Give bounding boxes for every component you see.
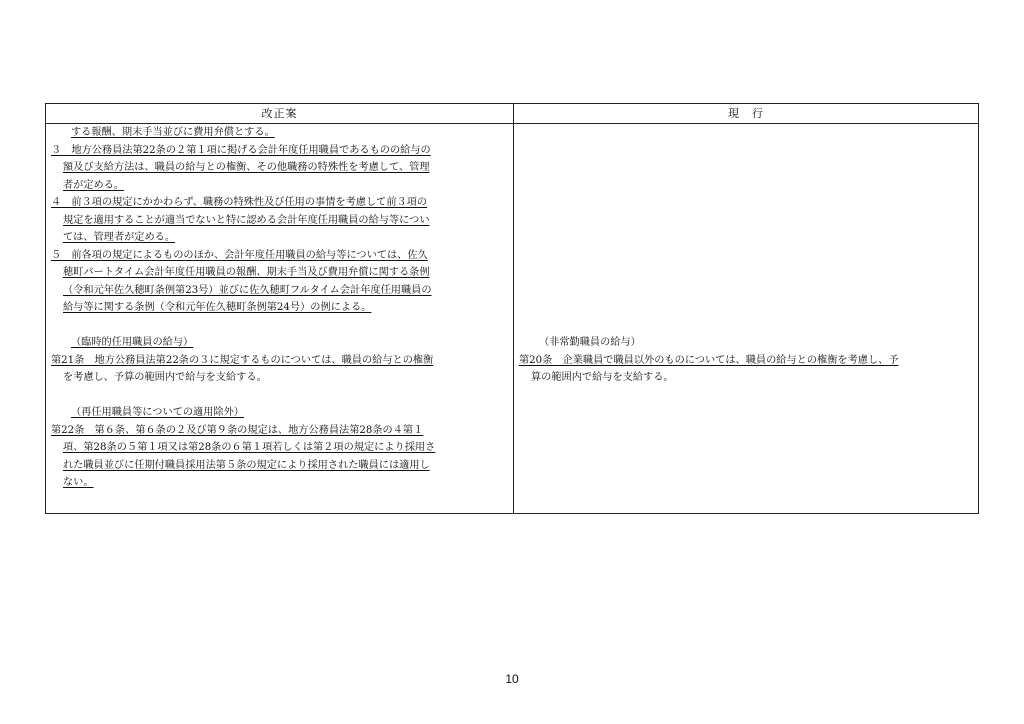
revised-column: [46, 104, 514, 513]
text-line-content: 第21条 地方公務員法第22条の３に規定するものについては、職員の給与との権衡: [51, 354, 434, 366]
text-line-content: 給与等に関する条例（令和元年佐久穂町条例第24号）の例による。: [63, 302, 372, 313]
text-line: [51, 229, 507, 247]
text-line: [51, 177, 507, 195]
text-line-content: ３ 地方公務員法第22条の２第１項に掲げる会計年度任用職員であるものの給与の: [51, 144, 431, 156]
current-column: [514, 104, 978, 513]
comparison-table: [45, 103, 979, 514]
text-line-content: 第20条 企業職員で職員以外のものについては、職員の給与との権衡を考慮し、予: [519, 354, 899, 366]
text-line-content: 穂町パートタイム会計年度任用職員の報酬、期末手当及び費用弁償に関する条例: [63, 267, 430, 278]
text-line: [51, 369, 507, 387]
text-line-content: 項、第28条の５第１項又は第28条の６第１項若しくは第２項の規定により採用さ: [63, 442, 436, 453]
current-text: [514, 124, 978, 387]
text-line-content: （臨時的任用職員の給与）: [71, 337, 194, 348]
text-line: [51, 352, 507, 370]
text-line: [519, 352, 972, 370]
text-line-content: 第22条 第６条、第６条の２及び第９条の規定は、地方公務員法第28条の４第１: [51, 424, 424, 436]
text-line-content: れた職員並びに任期付職員採用法第５条の規定により採用された職員には適用し: [63, 459, 430, 471]
text-line: [51, 439, 507, 457]
text-line-content: （令和元年佐久穂町条例第23号）並びに佐久穂町フルタイム会計年度任用職員の: [63, 284, 432, 296]
text-line: [51, 247, 507, 265]
revised-text: [46, 124, 513, 492]
text-line-content: 算の範囲内で給与を支給する。: [531, 372, 674, 383]
text-line-content: を考慮し、予算の範囲内で給与を支給する。: [63, 372, 267, 383]
text-line: [51, 264, 507, 282]
text-line: [51, 457, 507, 475]
text-line: [51, 124, 507, 142]
text-line: [51, 422, 507, 440]
text-line: [51, 194, 507, 212]
text-line: [51, 159, 507, 177]
text-line-content: 規定を適用することが適当でないと特に認める会計年度任用職員の給与等につい: [63, 214, 430, 226]
text-line-content: ては、管理者が定める。: [63, 232, 176, 243]
revised-header: 改正案: [46, 104, 513, 124]
text-line: [51, 212, 507, 230]
text-line: [51, 282, 507, 300]
text-line: [51, 142, 507, 160]
text-line: [51, 299, 507, 317]
blank-line: [51, 317, 507, 335]
text-line-content: する報酬、期末手当並びに費用弁償とする。: [71, 127, 275, 138]
text-line-content: ４ 前３項の規定にかかわらず、職務の特殊性及び任用の事情を考慮して前３項の: [51, 197, 428, 208]
text-line-content: ない。: [63, 477, 94, 488]
text-line: [519, 369, 972, 387]
text-line-content: ５ 前各項の規定によるもののほか、会計年度任用職員の給与等については、佐久: [51, 249, 428, 261]
text-line: [51, 334, 507, 352]
text-line-content: （再任用職員等についての適用除外）: [71, 407, 244, 418]
current-header: 現 行: [514, 104, 978, 124]
blank-line: [51, 387, 507, 405]
text-line: [519, 334, 972, 352]
text-line-content: （非常勤職員の給与）: [539, 337, 641, 348]
text-line-content: 額及び支給方法は、職員の給与との権衡、その他職務の特殊性を考慮して、管理: [63, 162, 430, 173]
page-number: 10: [505, 672, 519, 686]
text-line: [51, 474, 507, 492]
text-line: [51, 404, 507, 422]
text-line-content: 者が定める。: [63, 179, 125, 191]
